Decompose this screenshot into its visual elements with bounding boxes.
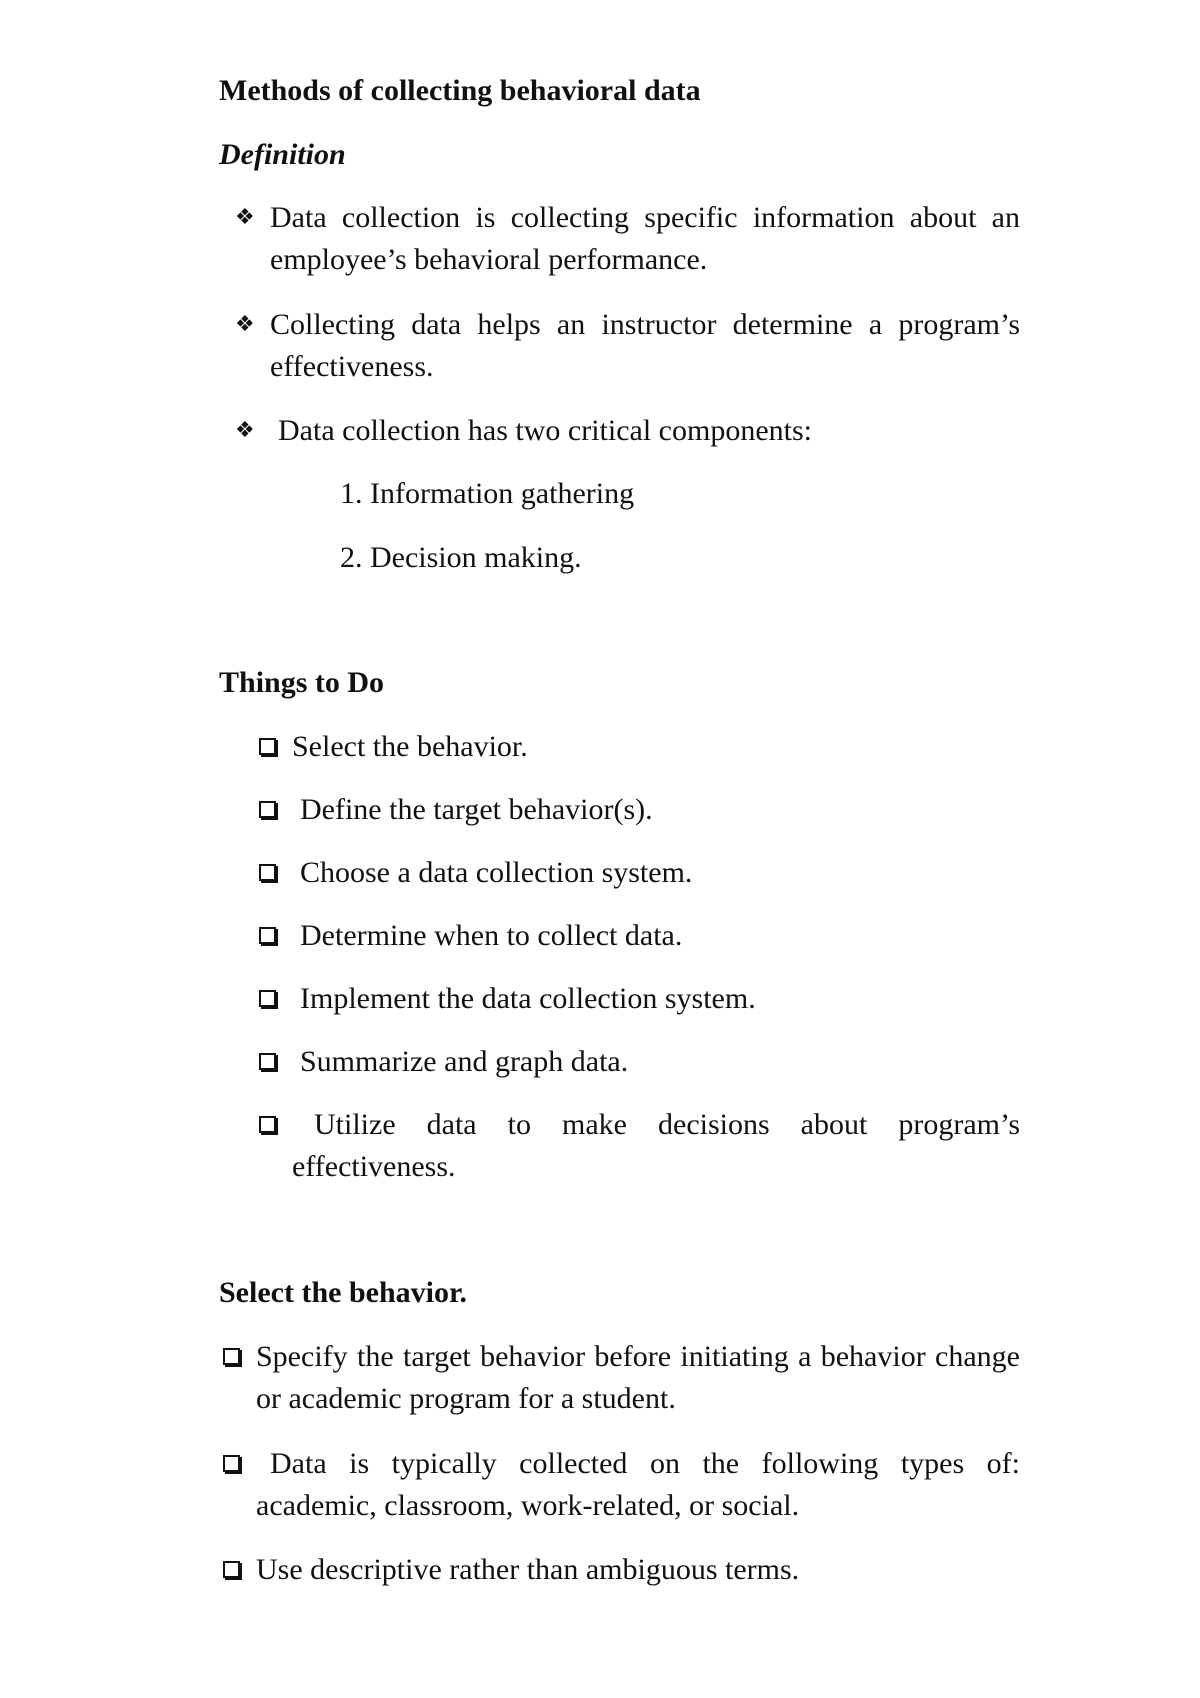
page-title: Methods of collecting behavioral data — [219, 74, 701, 107]
definition-bullet-2 — [235, 304, 1020, 388]
todo-item-text: Select the behavior. — [292, 730, 528, 763]
empty-checkbox-bullet-icon — [223, 1561, 240, 1578]
todo-item-1 — [257, 726, 1020, 768]
definition-bullet-text: Collecting data helps an instructor determine a program’s effectiveness. — [270, 308, 1020, 383]
empty-checkbox-bullet-icon — [223, 1348, 240, 1365]
definition-bullet-3 — [235, 410, 1020, 452]
todo-item-text: Define the target behavior(s). — [300, 793, 653, 826]
todo-item-6 — [257, 1041, 1020, 1083]
component-number: 1. — [340, 477, 363, 510]
select-behavior-item-3 — [221, 1549, 1020, 1591]
empty-checkbox-bullet-icon — [259, 738, 276, 755]
todo-item-text: Implement the data collection system. — [300, 982, 756, 1015]
todo-item-2 — [257, 789, 1020, 831]
component-number: 2. — [340, 541, 363, 574]
component-item-2 — [340, 537, 582, 579]
empty-checkbox-bullet-icon — [259, 1116, 276, 1133]
definition-bullet-text: Data collection is collecting specific information about an employee’s behavioral performance. — [270, 201, 1020, 276]
todo-item-7 — [257, 1104, 1020, 1188]
todo-item-text: Determine when to collect data. — [300, 919, 683, 952]
todo-item-3 — [257, 852, 1020, 894]
empty-checkbox-bullet-icon — [259, 1053, 276, 1070]
empty-checkbox-bullet-icon — [259, 801, 276, 818]
definition-bullet-text: Data collection has two critical components: — [278, 414, 812, 447]
four-diamond-bullet-icon: ❖ — [235, 418, 255, 443]
select-behavior-item-2 — [221, 1443, 1020, 1527]
select-behavior-item-text: Specify the target behavior before initiating a behavior change or academic program for a student. — [256, 1340, 1020, 1415]
empty-checkbox-bullet-icon — [259, 927, 276, 944]
select-behavior-item-text: Use descriptive rather than ambiguous terms. — [256, 1553, 800, 1586]
things-to-do-heading: Things to Do — [219, 666, 385, 699]
component-item-1 — [340, 473, 634, 515]
empty-checkbox-bullet-icon — [223, 1455, 240, 1472]
todo-item-text: Summarize and graph data. — [300, 1045, 629, 1078]
select-behavior-item-1 — [221, 1336, 1020, 1420]
component-text: Decision making. — [370, 541, 582, 574]
todo-item-4 — [257, 915, 1020, 957]
select-behavior-item-text: Data is typically collected on the following types of: academic, classroom, work-related, or social. — [256, 1447, 1020, 1522]
todo-item-5 — [257, 978, 1020, 1020]
todo-item-text: Utilize data to make decisions about program’s effectiveness. — [292, 1108, 1020, 1183]
todo-item-text: Choose a data collection system. — [300, 856, 693, 889]
empty-checkbox-bullet-icon — [259, 990, 276, 1007]
select-behavior-heading: Select the behavior. — [219, 1276, 468, 1309]
definition-bullet-1 — [235, 197, 1020, 281]
empty-checkbox-bullet-icon — [259, 864, 276, 881]
definition-heading: Definition — [219, 138, 346, 171]
component-text: Information gathering — [370, 477, 635, 510]
four-diamond-bullet-icon: ❖ — [235, 205, 255, 230]
four-diamond-bullet-icon: ❖ — [235, 312, 255, 337]
